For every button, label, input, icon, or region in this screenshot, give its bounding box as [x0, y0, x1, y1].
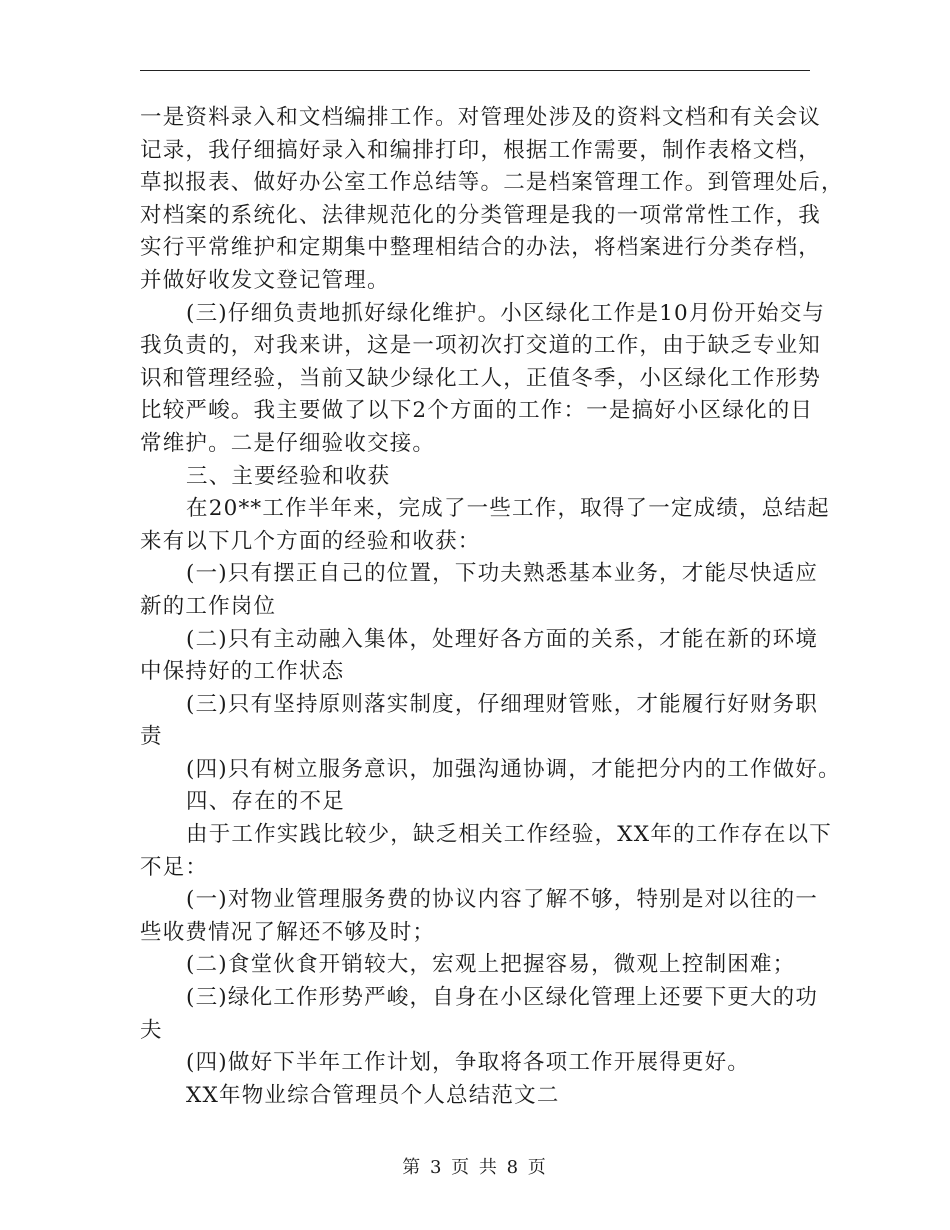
text-line: 一是资料录入和文档编排工作。对管理处涉及的资料文档和有关会议	[140, 105, 822, 130]
text-line: (四)只有树立服务意识，加强沟通协调，才能把分内的工作做好。	[186, 756, 841, 782]
header-rule	[140, 70, 810, 71]
text-line: XX年物业综合管理员个人总结范文二	[186, 1082, 560, 1108]
page-footer	[0, 1153, 950, 1179]
text-line: (三)仔细负责地抓好绿化维护。小区绿化工作是10月份开始交与	[186, 300, 826, 326]
text-line: 中保持好的工作状态	[140, 659, 345, 685]
text-line: 来有以下几个方面的经验和收获：	[140, 528, 481, 554]
text-line: (三)绿化工作形势严峻，自身在小区绿化管理上还要下更大的功	[186, 985, 819, 1011]
text-line: (二)食堂伙食开销较大，宏观上把握容易，微观上控制困难；	[186, 952, 796, 978]
footer-total-pages: 8	[506, 1157, 521, 1178]
text-line: 实行平常维护和定期集中整理相结合的办法，将档案进行分类存档，	[140, 235, 822, 261]
text-line: (四)做好下半年工作计划，争取将各项工作开展得更好。	[186, 1050, 750, 1076]
text-line: (一)对物业管理服务费的协议内容了解不够，特别是对以往的一	[186, 887, 819, 913]
text-line: 对档案的系统化、法律规范化的分类管理是我的一项常常性工作，我	[140, 202, 822, 228]
footer-prefix: 第	[402, 1157, 423, 1178]
text-line: 不足：	[140, 854, 209, 880]
text-line: (一)只有摆正自己的位置，下功夫熟悉基本业务，才能尽快适应	[186, 561, 819, 587]
footer-middle: 页 共	[451, 1157, 499, 1178]
text-line: (二)只有主动融入集体，处理好各方面的关系，才能在新的环境	[186, 626, 819, 652]
text-line: 记录，我仔细搞好录入和编排打印，根据工作需要，制作表格文档，	[140, 137, 822, 163]
text-line: 三、主要经验和收获	[186, 463, 391, 489]
text-line: 比较严峻。我主要做了以下2个方面的工作：一是搞好小区绿化的日	[140, 398, 814, 424]
text-line: 夫	[140, 1017, 163, 1043]
text-line: 并做好收发文登记管理。	[140, 267, 390, 293]
document-body	[140, 102, 844, 1112]
text-line: 常维护。二是仔细验收交接。	[140, 430, 436, 456]
text-line: 我负责的，对我来讲，这是一项初次打交道的工作，由于缺乏专业知	[140, 333, 822, 359]
text-line: 些收费情况了解还不够及时；	[140, 919, 436, 945]
footer-suffix: 页	[527, 1157, 548, 1178]
text-line: 由于工作实践比较少，缺乏相关工作经验，XX年的工作存在以下	[186, 822, 832, 848]
text-line: 责	[140, 724, 163, 750]
text-line: 四、存在的不足	[186, 789, 345, 815]
footer-page-number: 3	[429, 1157, 444, 1178]
text-line: 识和管理经验，当前又缺少绿化工人，正值冬季，小区绿化工作形势	[140, 365, 822, 391]
text-line: (三)只有坚持原则落实制度，仔细理财管账，才能履行好财务职	[186, 691, 819, 717]
text-line: 草拟报表、做好办公室工作总结等。二是档案管理工作。到管理处后，	[140, 170, 844, 196]
text-line: 在20**工作半年来，完成了一些工作，取得了一定成绩，总结起	[186, 496, 830, 522]
text-line: 新的工作岗位	[140, 593, 277, 619]
